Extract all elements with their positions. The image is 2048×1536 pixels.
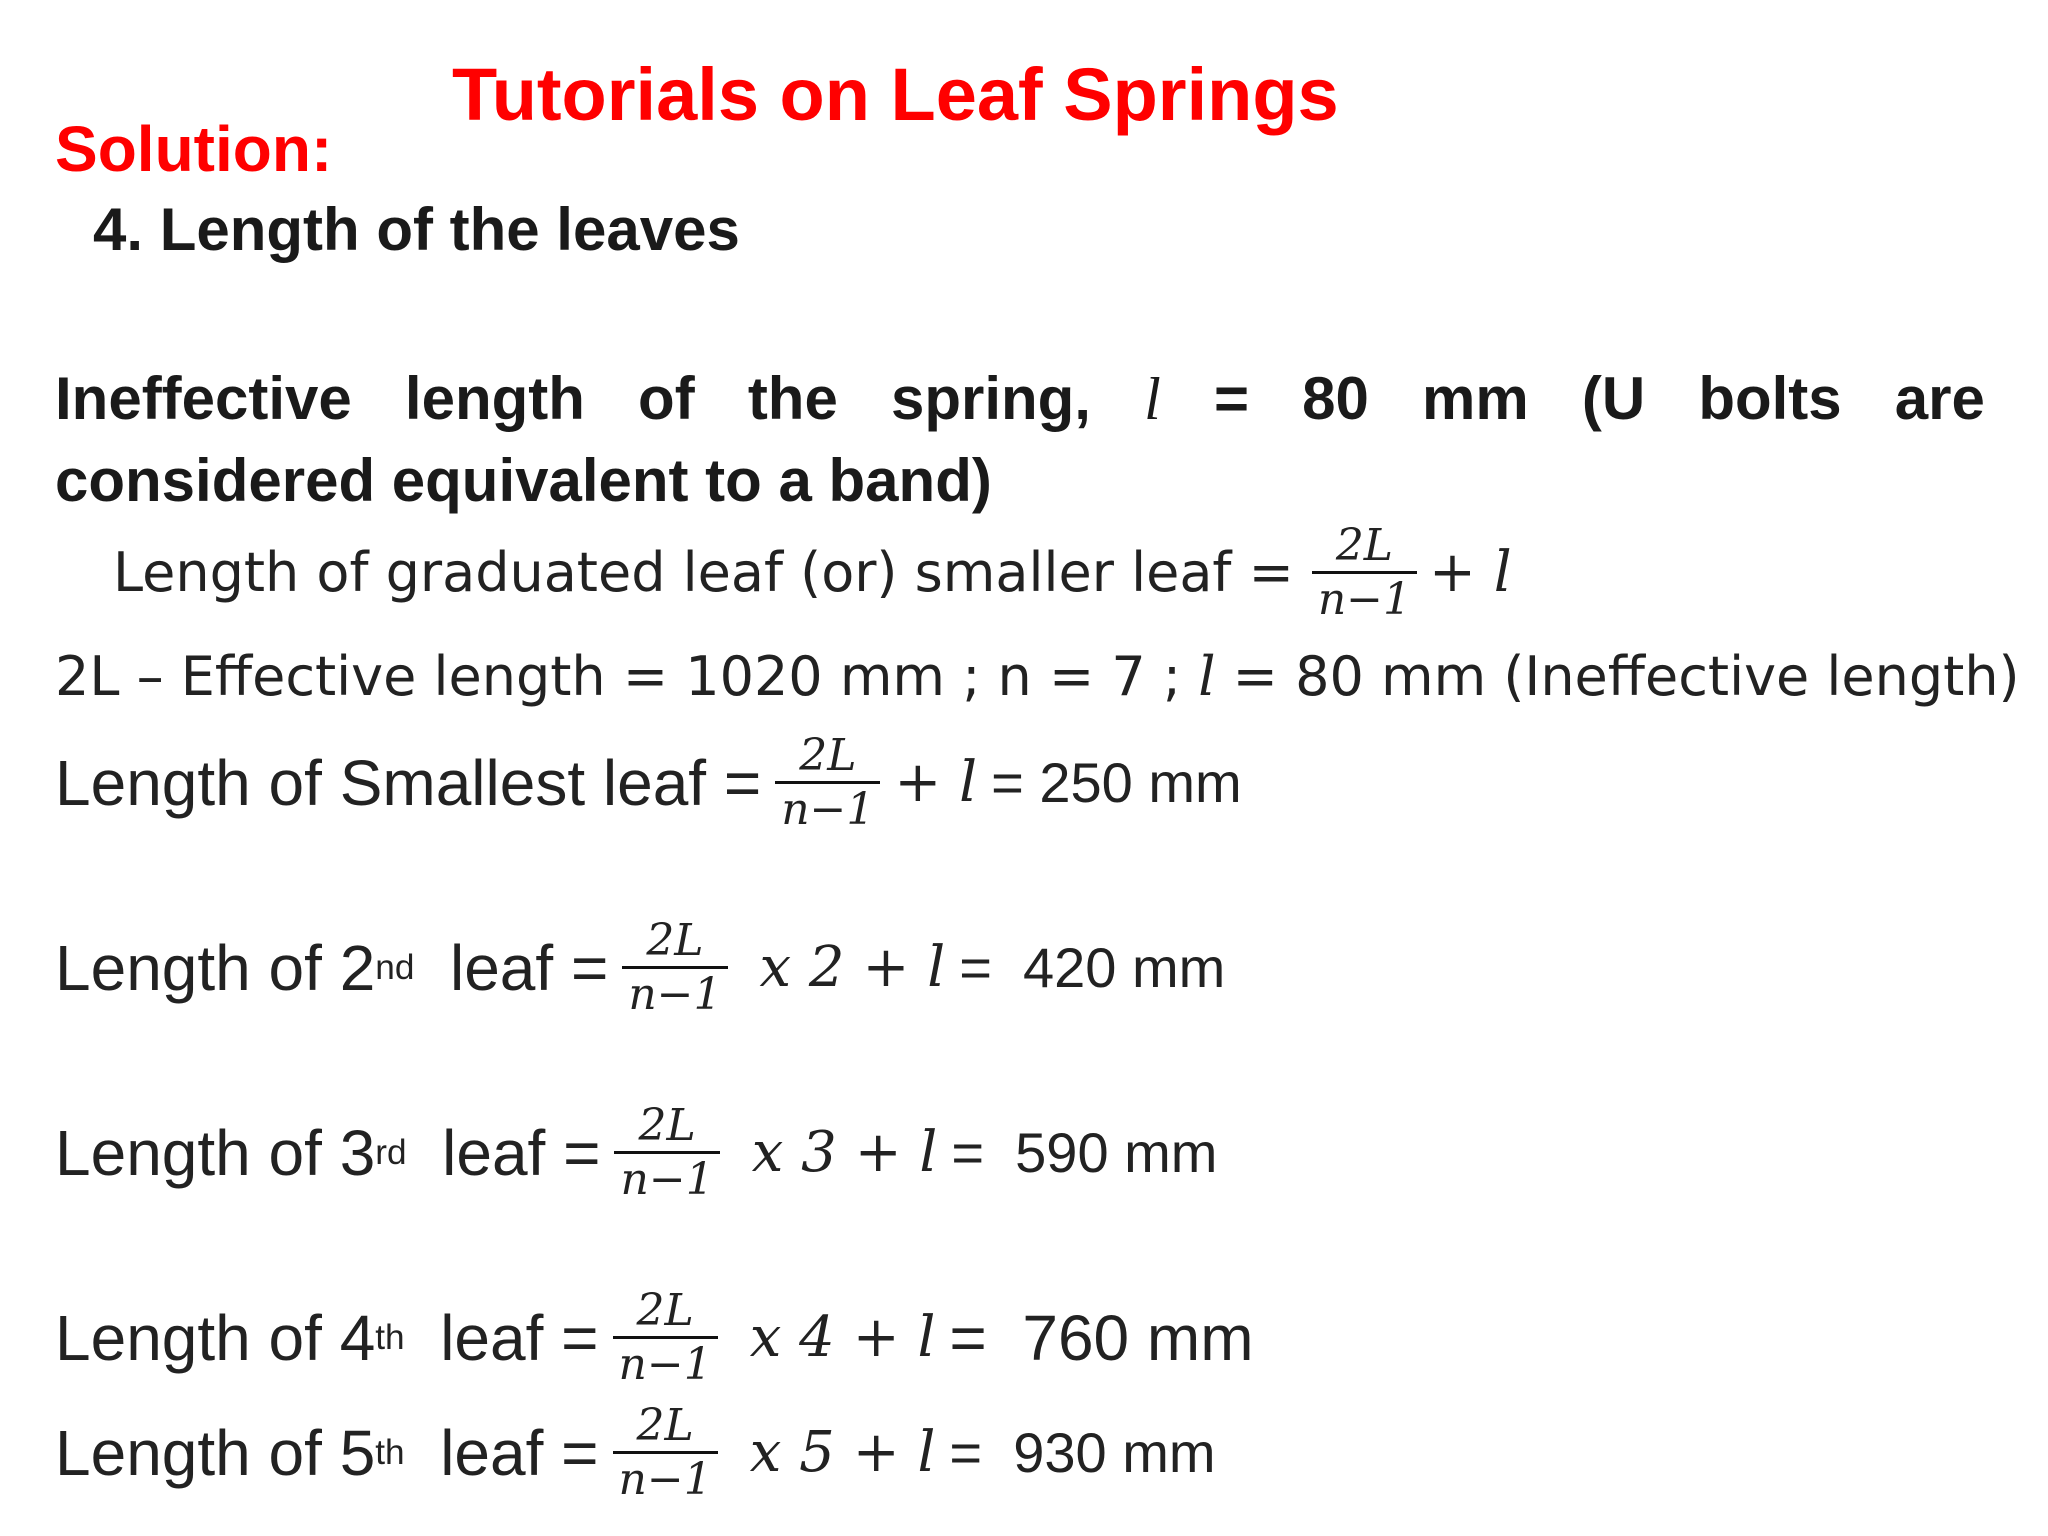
leaf-row-3: Length of 3 rd leaf = $\frac{2L}{n-1}$ x 3 + l = 590 mm	[55, 1100, 1218, 1205]
leaf-result: = 930 mm	[949, 1421, 1216, 1484]
fraction-denominator: n−1	[618, 1454, 712, 1505]
word: of	[638, 365, 695, 432]
leaf-suffix: leaf =	[404, 1301, 599, 1374]
formula-tail: + l	[854, 1120, 938, 1185]
fraction	[613, 1285, 718, 1390]
multiplier: x 5	[749, 1420, 835, 1485]
leaf-result: = 420 mm	[959, 936, 1226, 999]
fraction	[613, 1400, 718, 1505]
formula-tail: + l	[894, 750, 978, 815]
formula-tail: + l	[852, 1420, 936, 1485]
leaf-row-smallest	[55, 730, 1242, 835]
word: the	[747, 365, 838, 432]
ineffective-length-paragraph	[55, 358, 1985, 522]
fraction-denominator: n−1	[1317, 574, 1412, 625]
word: 80	[1302, 365, 1369, 432]
fraction-numerator: 2L	[636, 1400, 694, 1451]
formula-tail: + l	[1429, 540, 1512, 605]
l-symbol: l	[1198, 645, 1216, 708]
ineffective-line-1	[55, 358, 1985, 440]
fraction	[614, 1100, 719, 1205]
leaf-prefix: Length of 5	[55, 1416, 376, 1489]
multiplier: x 4	[749, 1305, 835, 1370]
word: bolts	[1698, 365, 1842, 432]
word: are	[1894, 365, 1985, 432]
word: Ineffective	[55, 365, 352, 432]
effective-part-1: 2L – Effective length = 1020 mm ; n = 7 ;	[55, 645, 1199, 708]
ineffective-line-2: considered equivalent to a band)	[55, 447, 992, 514]
word: =	[1213, 365, 1249, 432]
fraction-denominator: n−1	[628, 969, 722, 1020]
effective-part-2: = 80 mm (Ineffective length)	[1215, 645, 2020, 708]
word: spring,	[890, 365, 1091, 432]
fraction	[1312, 520, 1417, 625]
leaf-row-2: Length of 2 nd leaf = $\frac{2L}{n-1}$ x 2 + l = 420 mm	[55, 915, 1226, 1020]
fraction-numerator: 2L	[1335, 520, 1394, 571]
leaf-row-5: Length of 5 th leaf = $\frac{2L}{n-1}$ x 5 + l = 930 mm	[55, 1400, 1216, 1505]
multiplier: x 3	[751, 1120, 837, 1185]
leaf-row-4: Length of 4 th leaf = $\frac{2L}{n-1}$ x 4 + l = 760 mm	[55, 1285, 1254, 1390]
fraction-numerator: 2L	[646, 915, 704, 966]
l-symbol: l	[1144, 366, 1161, 432]
leaf-prefix: Length of Smallest leaf =	[55, 746, 762, 819]
fraction-denominator: n−1	[620, 1154, 714, 1205]
solution-label: Solution:	[55, 113, 333, 185]
leaf-suffix: leaf =	[406, 1116, 601, 1189]
fraction-numerator: 2L	[636, 1285, 694, 1336]
word: mm	[1422, 365, 1529, 432]
leaf-suffix: leaf =	[414, 931, 609, 1004]
formula-tail: + l	[852, 1305, 936, 1370]
fraction	[775, 730, 880, 835]
effective-length-line	[55, 645, 2020, 708]
leaf-result: = 760 mm	[949, 1301, 1254, 1374]
formula-tail: + l	[862, 935, 946, 1000]
leaf-prefix: Length of 3	[55, 1116, 376, 1189]
graduated-leaf-formula	[113, 520, 1512, 625]
fraction-denominator: n−1	[781, 784, 875, 835]
fraction-numerator: 2L	[799, 730, 857, 781]
leaf-prefix: Length of 4	[55, 1301, 376, 1374]
word: (U	[1581, 365, 1646, 432]
slide-title: Tutorials on Leaf Springs	[452, 53, 1339, 136]
multiplier: x 2	[759, 935, 845, 1000]
fraction	[622, 915, 727, 1020]
leaf-result: = 590 mm	[951, 1121, 1218, 1184]
leaf-prefix: Length of 2	[55, 931, 376, 1004]
graduated-label: Length of graduated leaf (or) smaller leaf =	[113, 541, 1294, 604]
fraction-numerator: 2L	[638, 1100, 696, 1151]
word: length	[404, 365, 585, 432]
fraction-denominator: n−1	[618, 1339, 712, 1390]
section-heading: 4. Length of the leaves	[93, 196, 740, 263]
leaf-result: = 250 mm	[991, 751, 1242, 814]
leaf-suffix: leaf =	[404, 1416, 599, 1489]
